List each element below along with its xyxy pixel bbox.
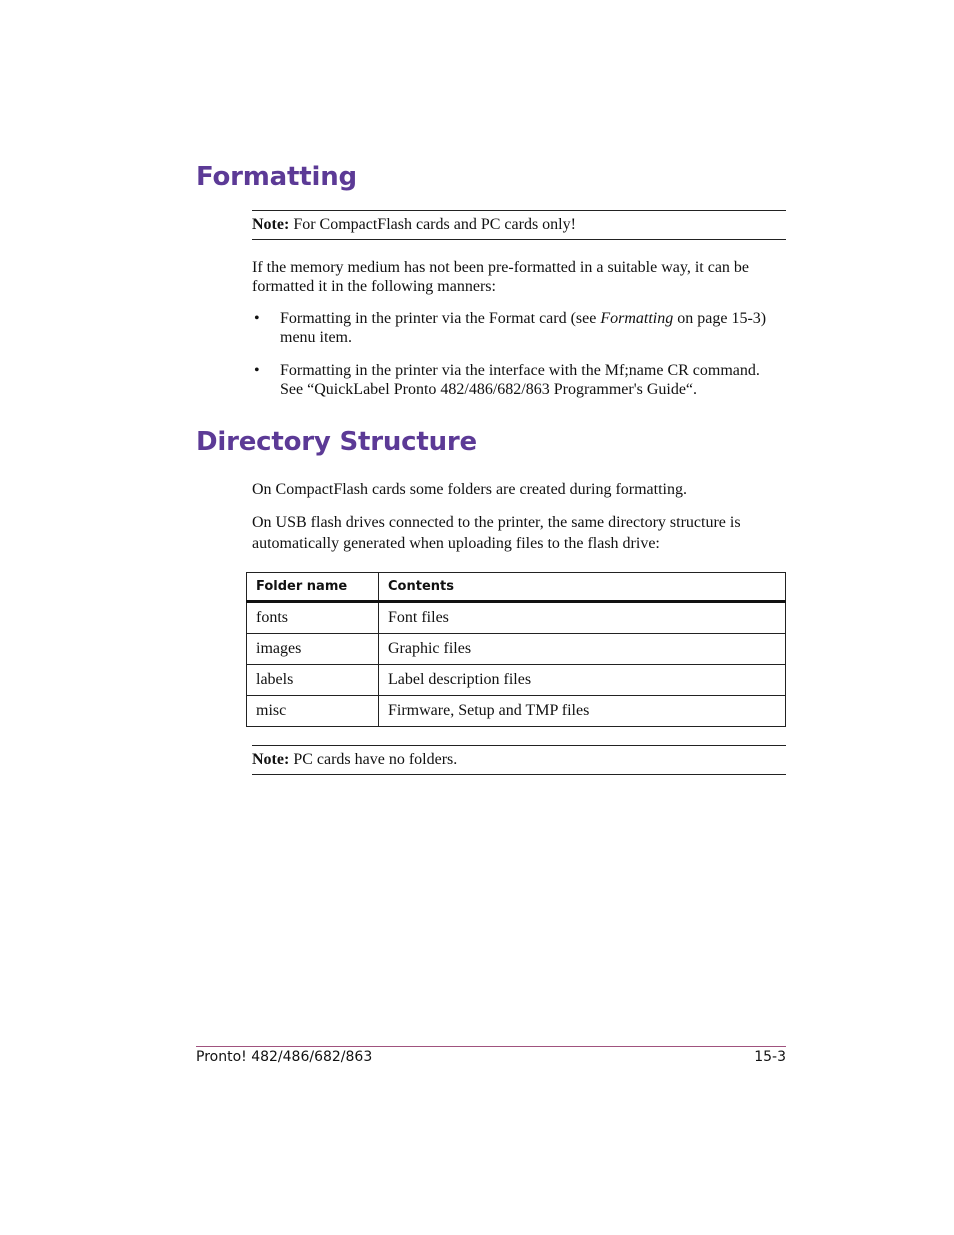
contents-cell: Firmware, Setup and TMP files [379, 696, 786, 727]
table-row [247, 634, 786, 665]
note-pc-cards [252, 745, 786, 775]
bullet-text: Formatting in the printer via the interface with the Mf;name CR command. See “QuickLabel Pronto 482/486/682/863 Programmer's Guide“. [280, 362, 760, 398]
directory-paragraph-compactflash: On CompactFlash cards some folders are created during formatting. [252, 481, 687, 498]
note-label: Note: [252, 751, 290, 768]
bullet-icon: • [254, 362, 260, 379]
note-text: PC cards have no folders. [293, 751, 458, 768]
footer-divider [196, 1046, 786, 1047]
table-row [247, 602, 786, 634]
folder-table [246, 572, 786, 727]
column-header-folder-name: Folder name [247, 573, 379, 602]
table-header-row [247, 573, 786, 602]
directory-paragraph-usb: On USB flash drives connected to the printer, the same directory structure is automatically generated when uploading files to the flash drive: [252, 514, 741, 552]
footer-product-name: Pronto! 482/486/682/863 [196, 1049, 373, 1065]
cross-reference-link[interactable]: Formatting [600, 310, 674, 327]
note-label: Note: [252, 216, 290, 233]
table-row [247, 696, 786, 727]
formatting-intro-paragraph: If the memory medium has not been pre-formatted in a suitable way, it can be formatted it in the following manners: [252, 259, 750, 295]
bullet-text: Formatting in the printer via the Format card (see Formatting on page 15-3) menu item. [280, 310, 767, 346]
folder-name-cell: images [247, 634, 379, 665]
folder-name-cell: misc [247, 696, 379, 727]
contents-cell: Graphic files [379, 634, 786, 665]
section-heading-formatting: Formatting [196, 162, 357, 192]
folder-name-cell: fonts [247, 602, 379, 634]
column-header-contents: Contents [379, 573, 786, 602]
table-row [247, 665, 786, 696]
note-text: For CompactFlash cards and PC cards only! [293, 216, 576, 233]
folder-name-cell: labels [247, 665, 379, 696]
contents-cell: Label description files [379, 665, 786, 696]
footer-page-number: 15-3 [754, 1049, 786, 1065]
contents-cell: Font files [379, 602, 786, 634]
bullet-icon: • [254, 310, 260, 327]
section-heading-directory-structure: Directory Structure [196, 427, 477, 457]
note-compactflash [252, 210, 786, 240]
